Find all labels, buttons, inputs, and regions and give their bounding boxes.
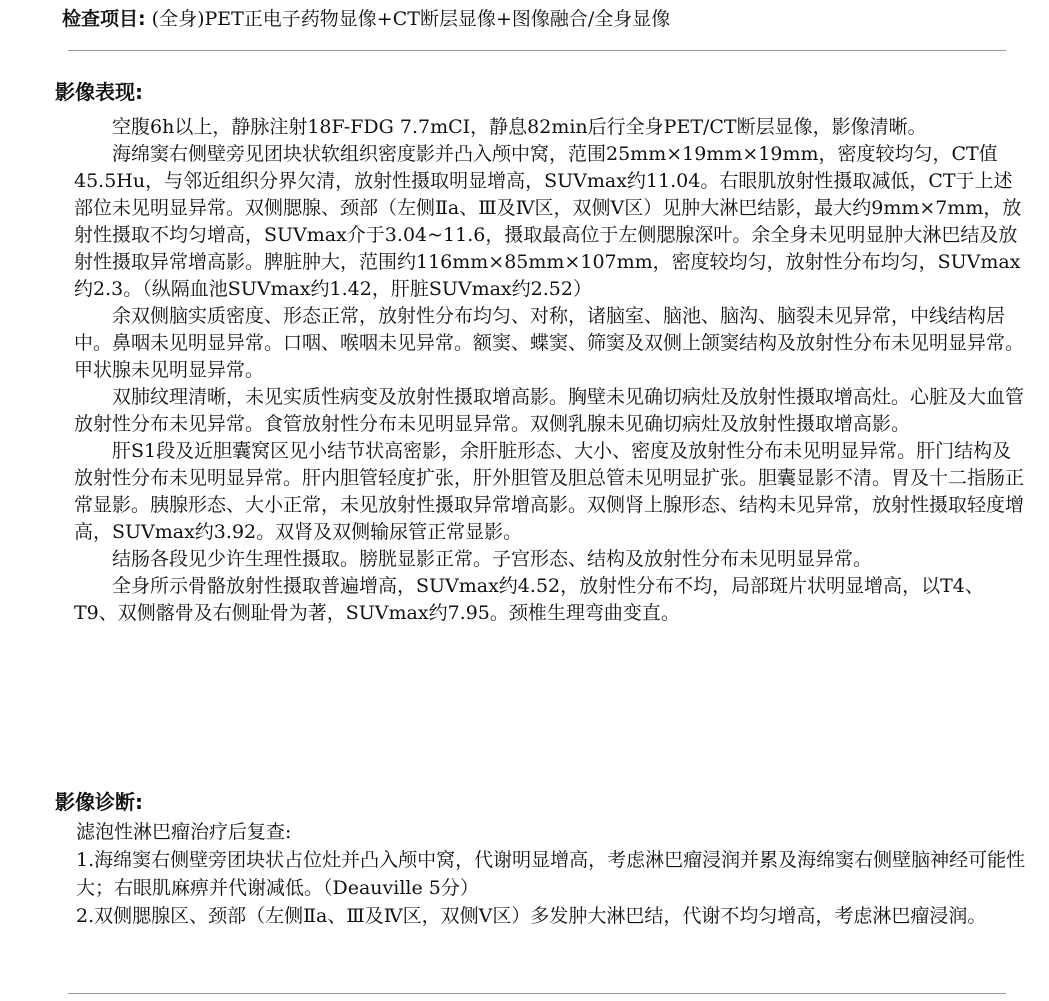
findings-body [74, 114, 1026, 627]
findings-paragraph-2: 海绵窦右侧壁旁见团块状软组织密度影并凸入颅中窝，范围25mm×19mm×19mm，密度较均匀，CT值45.5Hu，与邻近组织分界欠清，放射性摄取明显增高，SUVmax约11.04。右眼肌放射性摄取减低，CT于上述部位未见明显异常。双侧腮腺、颈部（左侧Ⅱa、Ⅲ及Ⅳ区，双侧Ⅴ区）见肿大淋巴结影，最大约9mm×7mm，放射性摄取不均匀增高，SUVmax介于3.04~11.6，摄取最高位于左侧腮腺深叶。余全身未见明显肿大淋巴结及放射性摄取异常增高影。脾脏肿大，范围约116mm×85mm×107mm，密度较均匀，放射性分布均匀，SUVmax约2.3。（纵隔血池SUVmax约1.42，肝脏SUVmax约2.52） [74, 143, 1022, 300]
diagnosis-intro: 滤泡性淋巴瘤治疗后复查: [76, 821, 292, 843]
top-divider [68, 50, 1006, 51]
findings-paragraph-6: 结肠各段见少许生理性摄取。膀胱显影正常。子宫形态、结构及放射性分布未见明显异常。 [112, 548, 873, 570]
exam-item-label: 检查项目: [62, 8, 146, 30]
diagnosis-item-1: 1.海绵窦右侧壁旁团块状占位灶并凸入颅中窝，代谢明显增高，考虑淋巴瘤浸润并累及海绵窦右侧壁脑神经可能性大；右眼肌麻痹并代谢减低。（Deauville 5分） [76, 849, 1026, 899]
findings-paragraph-1: 空腹6h以上，静脉注射18F-FDG 7.7mCI，静息82min后行全身PET/CT断层显像，影像清晰。 [112, 116, 927, 138]
findings-paragraph-3: 余双侧脑实质密度、形态正常，放射性分布均匀、对称，诸脑室、脑池、脑沟、脑裂未见异常，中线结构居中。鼻咽未见明显异常。口咽、喉咽未见异常。额窦、蝶窦、筛窦及双侧上颌窦结构及放射性分布未见明显异常。甲状腺未见明显异常。 [74, 305, 1025, 381]
findings-paragraph-7: 全身所示骨骼放射性摄取普遍增高，SUVmax约4.52，放射性分布不均，局部斑片状明显增高，以T4、T9、双侧髂骨及右侧耻骨为著，SUVmax约7.95。颈椎生理弯曲变直。 [74, 575, 984, 624]
findings-paragraph-5: 肝S1段及近胆囊窝区见小结节状高密影，余肝脏形态、大小、密度及放射性分布未见明显异常。肝门结构及放射性分布未见明显异常。肝内胆管轻度扩张，肝外胆管及胆总管未见明显扩张。胆囊显影不清。胃及十二指肠正常显影。胰腺形态、大小正常，未见放射性摄取异常增高影。双侧肾上腺形态、结构未见异常，放射性摄取轻度增高，SUVmax约3.92。双肾及双侧输尿管正常显影。 [74, 440, 1025, 543]
diagnosis-title: 影像诊断: [55, 790, 143, 814]
findings-title: 影像表现: [55, 80, 143, 104]
bottom-divider [68, 993, 1006, 994]
exam-item-line [62, 8, 1042, 30]
diagnosis-body [76, 818, 1026, 930]
diagnosis-item-2: 2.双侧腮腺区、颈部（左侧Ⅱa、Ⅲ及Ⅳ区，双侧Ⅴ区）多发肿大淋巴结，代谢不均匀增高，考虑淋巴瘤浸润。 [76, 905, 987, 927]
exam-item-value: (全身)PET正电子药物显像+CT断层显像+图像融合/全身显像 [151, 8, 671, 30]
findings-paragraph-4: 双肺纹理清晰，未见实质性病变及放射性摄取增高影。胸壁未见确切病灶及放射性摄取增高灶。心脏及大血管放射性分布未见异常。食管放射性分布未见明显异常。双侧乳腺未见确切病灶及放射性摄取增高影。 [74, 386, 1025, 435]
